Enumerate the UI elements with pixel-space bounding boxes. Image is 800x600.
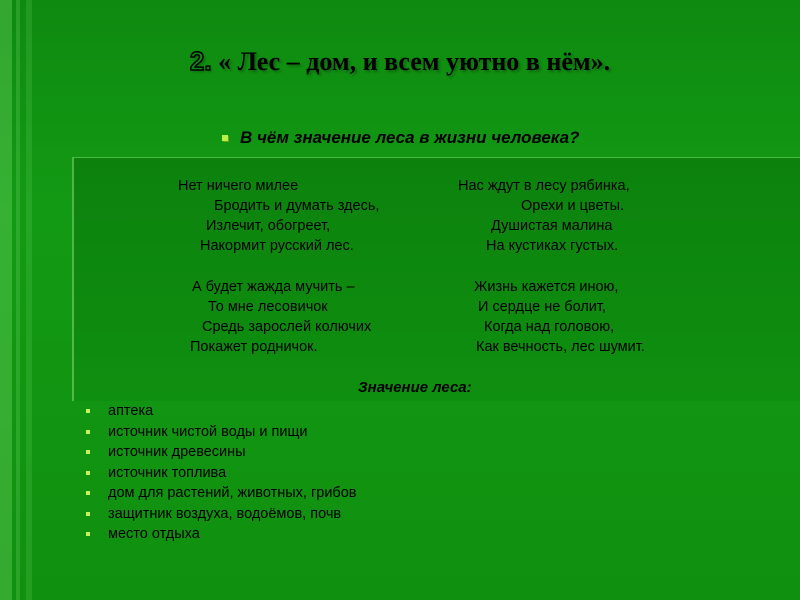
title-number: 2. [189, 46, 212, 76]
poem-line: Излечит, обогреет, [206, 218, 331, 234]
list-item [86, 401, 357, 422]
list-item-text: место отдыха [108, 526, 200, 543]
poem-line: На кустиках густых. [486, 238, 619, 254]
poem-line: Бродить и думать здесь, [214, 198, 380, 214]
poem-line: Душистая малина [491, 218, 613, 234]
poem-line: То мне лесовичок [208, 299, 328, 315]
question-row [222, 128, 579, 148]
list-item-text: источник топлива [108, 464, 227, 481]
bullet-icon [86, 409, 90, 413]
poem-line: Покажет родничок. [190, 339, 318, 355]
meaning-heading: Значение леса: [358, 379, 472, 396]
bullet-icon [86, 471, 90, 475]
list-item [86, 442, 357, 463]
list-item [86, 463, 357, 484]
list-item [86, 504, 357, 525]
poem-line: Жизнь кажется иною, [474, 279, 619, 295]
poem-line: Нас ждут в лесу рябинка, [458, 178, 630, 194]
list-item-text: источник чистой воды и пищи [108, 423, 308, 440]
poem-stanza-2-right [0, 277, 800, 357]
question-text: В чём значение леса в жизни человека? [240, 128, 580, 147]
poem-line: Накормит русский лес. [200, 238, 354, 254]
poem-line: Когда над головою, [484, 319, 615, 335]
list-item [86, 422, 357, 443]
list-item-text: источник древесины [108, 444, 246, 461]
poem-line: И сердце не болит, [478, 299, 606, 315]
title-text: « Лес – дом, и всем уютно в нём». [211, 47, 611, 76]
list-item-text: защитник воздуха, водоёмов, почв [108, 505, 342, 522]
poem-line: Нет ничего милее [178, 178, 299, 194]
bullet-icon [86, 512, 90, 516]
poem-line: Как вечность, лес шумит. [476, 339, 645, 355]
list-item [86, 524, 357, 545]
poem-line: А будет жажда мучить – [192, 279, 355, 295]
square-bullet-icon [222, 135, 228, 141]
bullet-icon [86, 491, 90, 495]
poem-line: Орехи и цветы. [521, 198, 625, 214]
slide-title [0, 46, 800, 77]
bullet-icon [86, 532, 90, 536]
bullet-icon [86, 450, 90, 454]
list-item-text: дом для растений, животных, грибов [108, 485, 357, 502]
meaning-list [86, 401, 357, 545]
poem-stanza-1-right [0, 176, 800, 256]
bullet-icon [86, 430, 90, 434]
list-item [86, 483, 357, 504]
poem-line: Средь зарослей колючих [202, 319, 372, 335]
list-item-text: аптека [108, 403, 154, 420]
